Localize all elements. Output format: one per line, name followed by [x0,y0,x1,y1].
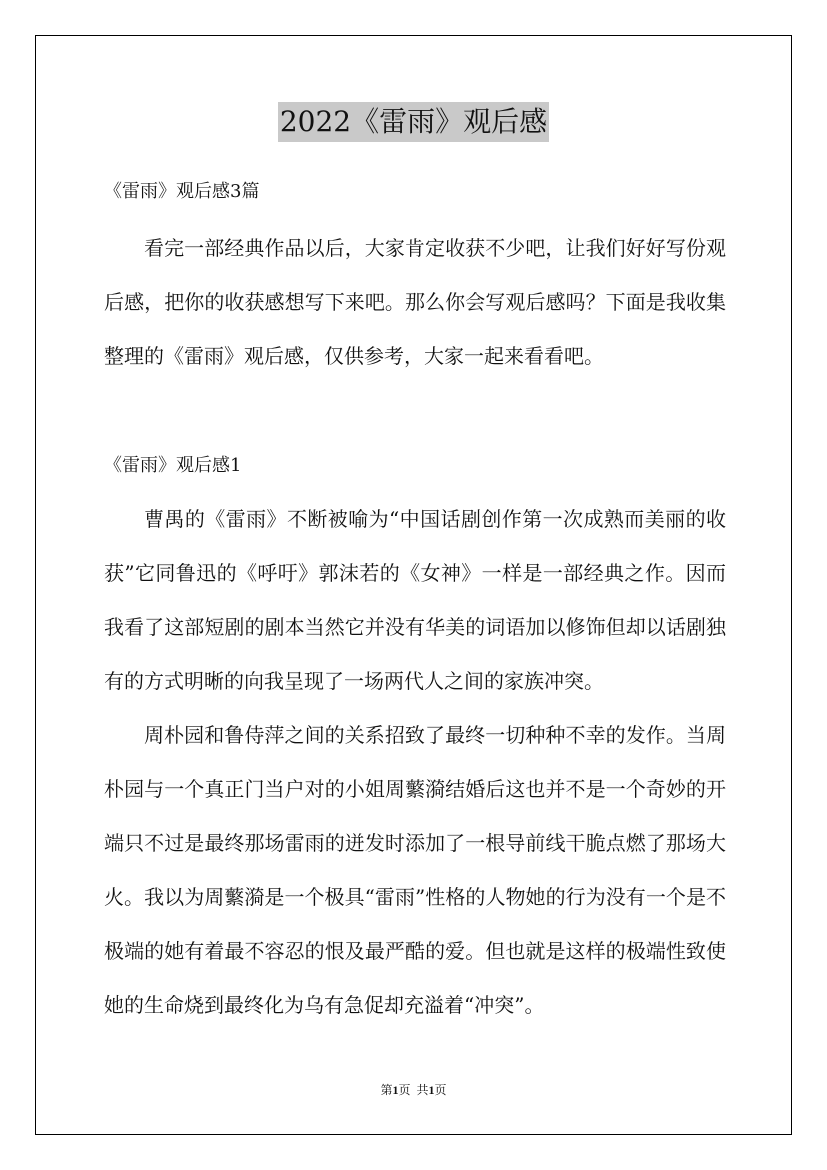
document-title: 2022《雷雨》观后感 [278,102,549,142]
total-suffix: 页 [434,1083,447,1097]
intro-paragraph: 看完一部经典作品以后，大家肯定收获不少吧，让我们好好写份观后感，把你的收获感想写下来吧。那么你会写观后感吗？下面是我收集整理的《雷雨》观后感，仅供参考，大家一起来看看吧。 [104,236,726,368]
total-pages: 1 [428,1083,435,1097]
document-subtitle: 《雷雨》观后感3篇 [104,181,260,202]
total-prefix: 共 [416,1083,429,1097]
section-heading: 《雷雨》观后感1 [104,455,242,476]
body-paragraph-1: 曹禺的《雷雨》不断被喻为“中国话剧创作第一次成熟而美丽的收获”它同鲁迅的《呼吁》郭沫若的《女神》一样是一部经典之作。因而我看了这部短剧的剧本当然它并没有华美的词语加以修饰但却以话剧独有的方式明晰的向我呈现了一场两代人之间的家族冲突。 [104,507,726,693]
body-paragraph-2: 周朴园和鲁侍萍之间的关系招致了最终一切种种不幸的发作。当周朴园与一个真正门当户对的小姐周蘩漪结婚后这也并不是一个奇妙的开端只不过是最终那场雷雨的迸发时添加了一根导前线干脆点燃了那场大火。我以为周蘩漪是一个极具“雷雨”性格的人物她的行为没有一个是不极端的她有着最不容忍的恨及最严酷的爱。但也就是这样的极端性致使她的生命烧到最终化为乌有急促却充溢着“冲突”。 [104,723,726,1017]
page-number: 1 [392,1083,399,1097]
title-container [0,102,827,142]
page-suffix: 页 [398,1083,411,1097]
page-footer [0,1081,827,1099]
page-prefix: 第 [380,1083,393,1097]
